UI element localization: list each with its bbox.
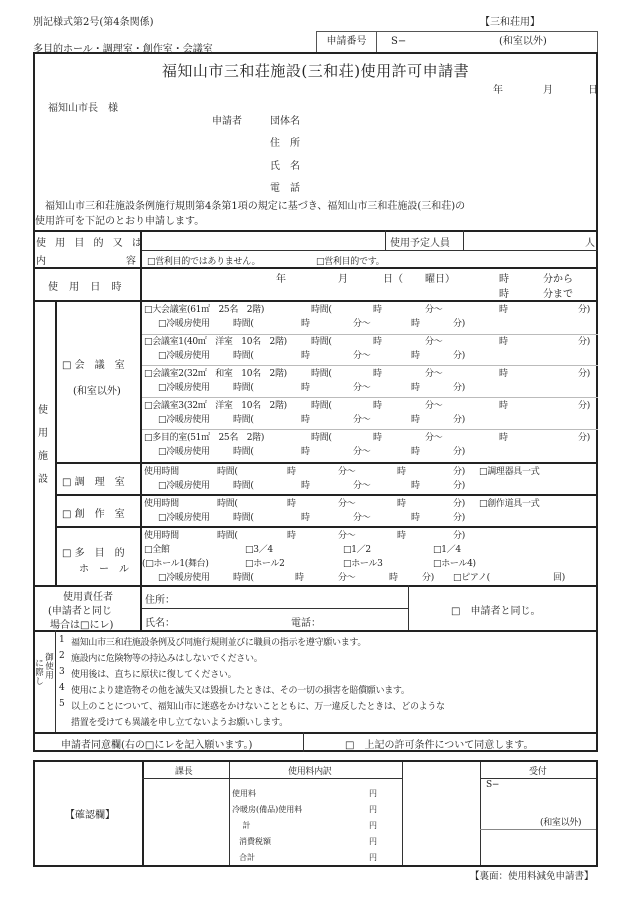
responsible-label-line3: 場合は□にレ) xyxy=(50,620,114,631)
meeting-room-0-ac-start-hour[interactable]: 時 xyxy=(301,319,310,329)
meeting-room-1-ac-time-label: 時間( xyxy=(233,351,254,361)
meeting-room-1-ac-start-minute[interactable]: 分〜 xyxy=(353,351,371,361)
craft-start-hour[interactable]: 時 xyxy=(287,499,296,509)
room-types: 多目的ホール・調理室・創作室・会議室 xyxy=(33,44,213,55)
condition-5-continued: 措置を受けても異議を申し立てないようお願いします。 xyxy=(71,718,288,728)
condition-3-text: 使用後は、直ちに原状に復してください。 xyxy=(71,670,237,680)
meeting-room-4-end-minute[interactable]: 分) xyxy=(578,433,590,443)
fee-unit-2: 円 xyxy=(369,821,377,830)
applicant-phone-field[interactable]: 電 話 xyxy=(270,183,300,194)
reception-note: (和室以外) xyxy=(540,818,582,828)
meeting-room-0-end-hour[interactable]: 時 xyxy=(499,305,508,315)
conditions-side-label-left: に際し xyxy=(35,659,44,687)
meeting-room-2-start-hour[interactable]: 時 xyxy=(373,369,382,379)
expected-people-unit: 人 xyxy=(585,238,595,249)
fee-breakdown-label: 使用料内訳 xyxy=(288,767,332,777)
confirmation-label: 【確認欄】 xyxy=(65,810,115,821)
craft-room-checkbox[interactable]: □ 創 作 室 xyxy=(62,509,125,520)
datetime-start-minute[interactable]: 分から xyxy=(543,274,573,285)
meeting-room-2-start-minute[interactable]: 分〜 xyxy=(425,369,443,379)
meeting-room-2-ac-start-hour[interactable]: 時 xyxy=(301,383,310,393)
responsible-label-line2: (申請者と同じ xyxy=(48,606,112,617)
craft-usage-label: 使用時間 xyxy=(144,499,179,509)
hall-1-checkbox[interactable]: (□ホール1(舞台) xyxy=(142,559,209,569)
datetime-end-hour[interactable]: 時 xyxy=(499,289,509,300)
condition-1-number: 1 xyxy=(59,635,65,645)
cooking-ac-time-label: 時間( xyxy=(233,481,254,491)
piano-checkbox[interactable]: □ピアノ( xyxy=(453,573,490,583)
cooking-ac-end-hour[interactable]: 時 xyxy=(411,481,420,491)
condition-4-text: 使用により建造物その他を滅失又は毀損したときは、その一切の損害を賠償願います。 xyxy=(71,686,410,696)
meeting-room-4-ac-start-minute[interactable]: 分〜 xyxy=(353,447,371,457)
meeting-room-2-end-minute[interactable]: 分) xyxy=(578,369,590,379)
hall-end-minute[interactable]: 分) xyxy=(453,531,465,541)
meeting-room-1-ac-end-minute[interactable]: 分) xyxy=(453,351,465,361)
meeting-room-4-ac-start-hour[interactable]: 時 xyxy=(301,447,310,457)
datetime-start-hour[interactable]: 時 xyxy=(499,274,509,285)
profit-checkbox[interactable]: □営利目的です。 xyxy=(316,257,385,267)
hall-ac-end-minute[interactable]: 分) xyxy=(422,573,434,583)
cooking-equipment-checkbox[interactable]: □調理器具一式 xyxy=(479,467,540,477)
meeting-room-0-ac-end-hour[interactable]: 時 xyxy=(411,319,420,329)
date-year[interactable]: 年 xyxy=(493,85,503,96)
datetime-label: 使 用 日 時 xyxy=(48,282,126,293)
datetime-weekday[interactable]: 曜日） xyxy=(425,274,455,285)
meeting-room-0-time-label: 時間( xyxy=(311,305,332,315)
hall-ac-time-label: 時間( xyxy=(233,573,254,583)
consent-label: 申請者同意欄(右の□にレを記入願います。) xyxy=(61,740,253,751)
hall-ac-end-hour[interactable]: 時 xyxy=(389,573,398,583)
date-day[interactable]: 日 xyxy=(588,85,598,96)
same-as-applicant-checkbox[interactable]: □ 申請者と同じ。 xyxy=(451,606,541,617)
purpose-label-line2-right: 容 xyxy=(126,256,136,267)
meeting-room-3-ac-start-minute[interactable]: 分〜 xyxy=(353,415,371,425)
purpose-label-line1: 使 用 目 的 又 は xyxy=(36,238,145,249)
meeting-room-2-end-hour[interactable]: 時 xyxy=(499,369,508,379)
meeting-room-3-ac-time-label: 時間( xyxy=(233,415,254,425)
meeting-room-4-end-hour[interactable]: 時 xyxy=(499,433,508,443)
cooking-usage-label: 使用時間 xyxy=(144,467,179,477)
meeting-room-3-checkbox[interactable]: □会議室3(32㎡ 洋室 10名 2階) xyxy=(144,401,287,411)
facility-label-char-2: 用 xyxy=(38,428,48,439)
meeting-room-3-time-label: 時間( xyxy=(311,401,332,411)
hall-portion-full[interactable]: □全館 xyxy=(144,545,170,555)
reception-label: 受付 xyxy=(529,767,547,777)
purpose-label-line2-left: 内 xyxy=(36,256,46,267)
application-form xyxy=(33,52,598,752)
craft-ac-time-label: 時間( xyxy=(233,513,254,523)
meeting-room-sublabel: (和室以外) xyxy=(73,386,121,397)
meeting-room-1-time-label: 時間( xyxy=(311,337,332,347)
responsible-label-line1: 使用責任者 xyxy=(63,592,113,603)
reverse-side-note: 【裏面：使用料減免申請書】 xyxy=(470,871,594,882)
meeting-room-3-start-minute[interactable]: 分〜 xyxy=(425,401,443,411)
meeting-room-3-start-hour[interactable]: 時 xyxy=(373,401,382,411)
confirmation-box xyxy=(33,760,598,867)
expected-people-label: 使用予定人員 xyxy=(390,238,450,249)
consent-checkbox[interactable]: □ 上記の許可条件について同意します。 xyxy=(345,740,534,751)
cooking-ac-end-minute[interactable]: 分) xyxy=(453,481,465,491)
responsible-address-field[interactable]: 住所： xyxy=(145,595,175,606)
meeting-room-1-end-hour[interactable]: 時 xyxy=(499,337,508,347)
hall-checkbox[interactable]: □ 多 目 的 xyxy=(62,548,125,559)
meeting-room-1-end-minute[interactable]: 分) xyxy=(578,337,590,347)
hall-2-checkbox[interactable]: □ホール2 xyxy=(245,559,285,569)
fee-label-0: 使用料 xyxy=(232,789,256,798)
datetime-month[interactable]: 月 xyxy=(338,274,348,285)
meeting-room-1-ac-start-hour[interactable]: 時 xyxy=(301,351,310,361)
meeting-room-2-ac-start-minute[interactable]: 分〜 xyxy=(353,383,371,393)
hall-4-checkbox[interactable]: □ホール4) xyxy=(433,559,476,569)
meeting-room-0-start-minute[interactable]: 分〜 xyxy=(425,305,443,315)
cooking-ac-start-hour[interactable]: 時 xyxy=(301,481,310,491)
fee-label-1: 冷暖房(備品)使用料 xyxy=(232,805,303,814)
hall-portion-3-4[interactable]: □3／4 xyxy=(245,545,273,555)
meeting-room-3-ac-start-hour[interactable]: 時 xyxy=(301,415,310,425)
cooking-end-hour[interactable]: 時 xyxy=(397,467,406,477)
responsible-phone-field[interactable]: 電話： xyxy=(291,618,321,629)
date-month[interactable]: 月 xyxy=(543,85,553,96)
hall-3-checkbox[interactable]: □ホール3 xyxy=(343,559,383,569)
craft-end-hour[interactable]: 時 xyxy=(397,499,406,509)
meeting-room-2-checkbox[interactable]: □会議室2(32㎡ 和室 10名 2階) xyxy=(144,369,287,379)
application-number-box xyxy=(316,31,598,52)
fee-label-2: 計 xyxy=(232,821,251,830)
meeting-room-1-start-hour[interactable]: 時 xyxy=(373,337,382,347)
meeting-room-3-end-hour[interactable]: 時 xyxy=(499,401,508,411)
meeting-room-checkbox[interactable]: □ 会 議 室 xyxy=(62,360,125,371)
hall-start-hour[interactable]: 時 xyxy=(287,531,296,541)
hall-usage-label: 使用時間 xyxy=(144,531,179,541)
fee-label-4: 合計 xyxy=(239,853,255,862)
craft-end-minute[interactable]: 分) xyxy=(453,499,465,509)
meeting-room-0-checkbox[interactable]: □大会議室(61㎡ 25名 2階) xyxy=(144,305,265,315)
meeting-room-0-ac-start-minute[interactable]: 分〜 xyxy=(353,319,371,329)
meeting-room-4-start-hour[interactable]: 時 xyxy=(373,433,382,443)
purpose-input[interactable] xyxy=(143,232,383,249)
datetime-year[interactable]: 年 xyxy=(276,274,286,285)
form-number: 別記様式第2号(第4条関係) xyxy=(33,17,154,28)
condition-4-number: 4 xyxy=(59,683,65,693)
craft-start-minute[interactable]: 分〜 xyxy=(338,499,356,509)
meeting-room-4-time-label: 時間( xyxy=(311,433,332,443)
application-number-field[interactable]: S− xyxy=(391,36,407,47)
facility-label-char-1: 使 xyxy=(38,405,48,416)
meeting-room-0-end-minute[interactable]: 分) xyxy=(578,305,590,315)
facility-label-char-3: 施 xyxy=(38,451,48,462)
fee-unit-4: 円 xyxy=(369,853,377,862)
applicant-label: 申請者 xyxy=(212,116,242,127)
declaration-line-2: 使用許可を下記のとおり申請します。 xyxy=(35,216,205,227)
cooking-start-minute[interactable]: 分〜 xyxy=(338,467,356,477)
datetime-end-minute[interactable]: 分まで xyxy=(543,289,573,300)
meeting-room-1-ac-checkbox[interactable]: □冷暖房使用 xyxy=(158,351,210,361)
applicant-name-field[interactable]: 氏 名 xyxy=(270,161,300,172)
addressee: 福知山市長 様 xyxy=(48,103,118,114)
condition-1-text: 福知山市三和荘施設条例及び同施行規則並びに職員の指示を遵守願います。 xyxy=(71,638,367,648)
hall-end-hour[interactable]: 時 xyxy=(397,531,406,541)
section-chief-label: 課長 xyxy=(175,767,193,777)
meeting-room-0-start-hour[interactable]: 時 xyxy=(373,305,382,315)
cooking-ac-checkbox[interactable]: □冷暖房使用 xyxy=(158,481,210,491)
declaration-line-1: 福知山市三和荘施設条例施行規則第4条第1項の規定に基づき、福知山市三和荘施設(三和荘)の xyxy=(35,201,466,212)
hall-ac-checkbox[interactable]: □冷暖房使用 xyxy=(158,573,210,583)
meeting-room-2-ac-checkbox[interactable]: □冷暖房使用 xyxy=(158,383,210,393)
meeting-room-3-ac-end-hour[interactable]: 時 xyxy=(411,415,420,425)
form-title: 福知山市三和荘施設(三和荘)使用許可申請書 xyxy=(161,62,470,80)
meeting-room-4-ac-end-hour[interactable]: 時 xyxy=(411,447,420,457)
meeting-room-3-ac-end-minute[interactable]: 分) xyxy=(453,415,465,425)
application-number-label: 申請番号 xyxy=(317,32,377,52)
meeting-room-3-ac-checkbox[interactable]: □冷暖房使用 xyxy=(158,415,210,425)
meeting-room-2-ac-end-minute[interactable]: 分) xyxy=(453,383,465,393)
meeting-room-4-start-minute[interactable]: 分〜 xyxy=(425,433,443,443)
meeting-room-0-ac-checkbox[interactable]: □冷暖房使用 xyxy=(158,319,210,329)
fee-unit-3: 円 xyxy=(369,837,377,846)
meeting-room-2-time-label: 時間( xyxy=(311,369,332,379)
reception-number[interactable]: S− xyxy=(486,780,500,790)
fee-unit-1: 円 xyxy=(369,805,377,814)
craft-time-label: 時間( xyxy=(217,499,238,509)
cooking-end-minute[interactable]: 分) xyxy=(453,467,465,477)
application-number-note: (和室以外) xyxy=(499,36,547,47)
craft-ac-checkbox[interactable]: □冷暖房使用 xyxy=(158,513,210,523)
cooking-room-checkbox[interactable]: □ 調 理 室 xyxy=(62,477,125,488)
meeting-room-4-ac-time-label: 時間( xyxy=(233,447,254,457)
hall-ac-start-hour[interactable]: 時 xyxy=(295,573,304,583)
condition-5-text: 以上のことについて、福知山市に迷惑をかけないことともに、万一違反したときは、どのような xyxy=(71,702,445,712)
hall-portion-1-4[interactable]: □1／4 xyxy=(433,545,461,555)
piano-count-unit: 回) xyxy=(553,573,565,583)
meeting-room-2-ac-time-label: 時間( xyxy=(233,383,254,393)
meeting-room-0-ac-end-minute[interactable]: 分) xyxy=(453,319,465,329)
hall-start-minute[interactable]: 分〜 xyxy=(338,531,356,541)
cooking-ac-start-minute[interactable]: 分〜 xyxy=(353,481,371,491)
cooking-time-label: 時間( xyxy=(217,467,238,477)
hall-label-line2: ホ ー ル xyxy=(79,564,129,575)
meeting-room-4-ac-checkbox[interactable]: □冷暖房使用 xyxy=(158,447,210,457)
hall-portion-1-2[interactable]: □1／2 xyxy=(343,545,371,555)
condition-5-number: 5 xyxy=(59,699,65,709)
facility-label-char-4: 設 xyxy=(38,474,48,485)
hall-ac-start-minute[interactable]: 分〜 xyxy=(338,573,356,583)
applicant-address-field[interactable]: 住 所 xyxy=(270,138,300,149)
hall-time-label: 時間( xyxy=(217,531,238,541)
craft-ac-start-minute[interactable]: 分〜 xyxy=(353,513,371,523)
craft-ac-end-minute[interactable]: 分) xyxy=(453,513,465,523)
meeting-room-1-checkbox[interactable]: □会議室1(40㎡ 洋室 10名 2階) xyxy=(144,337,287,347)
meeting-room-0-ac-time-label: 時間( xyxy=(233,319,254,329)
fee-unit-0: 円 xyxy=(369,789,377,798)
condition-3-number: 3 xyxy=(59,667,65,677)
condition-2-number: 2 xyxy=(59,651,65,661)
meeting-room-3-end-minute[interactable]: 分) xyxy=(578,401,590,411)
craft-ac-start-hour[interactable]: 時 xyxy=(301,513,310,523)
applicant-group-name-field[interactable]: 団体名 xyxy=(270,116,300,127)
cooking-start-hour[interactable]: 時 xyxy=(287,467,296,477)
craft-equipment-checkbox[interactable]: □創作道具一式 xyxy=(479,499,540,509)
meeting-room-1-ac-end-hour[interactable]: 時 xyxy=(411,351,420,361)
meeting-room-2-ac-end-hour[interactable]: 時 xyxy=(411,383,420,393)
datetime-day[interactable]: 日（ xyxy=(383,274,403,285)
condition-2-text: 施設内に危険物等の持込みはしないでください。 xyxy=(71,654,263,664)
meeting-room-4-ac-end-minute[interactable]: 分) xyxy=(453,447,465,457)
responsible-name-field[interactable]: 氏名： xyxy=(145,618,175,629)
meeting-room-4-checkbox[interactable]: □多目的室(51㎡ 25名 2階) xyxy=(144,433,265,443)
facility-tag: 【三和荘用】 xyxy=(480,17,540,28)
craft-ac-end-hour[interactable]: 時 xyxy=(411,513,420,523)
non-profit-checkbox[interactable]: □営利目的ではありません。 xyxy=(147,257,261,267)
conditions-side-label-right: 御使用 xyxy=(45,653,54,681)
declaration-text xyxy=(35,199,596,229)
fee-label-3: 消費税額 xyxy=(239,837,271,846)
meeting-room-1-start-minute[interactable]: 分〜 xyxy=(425,337,443,347)
